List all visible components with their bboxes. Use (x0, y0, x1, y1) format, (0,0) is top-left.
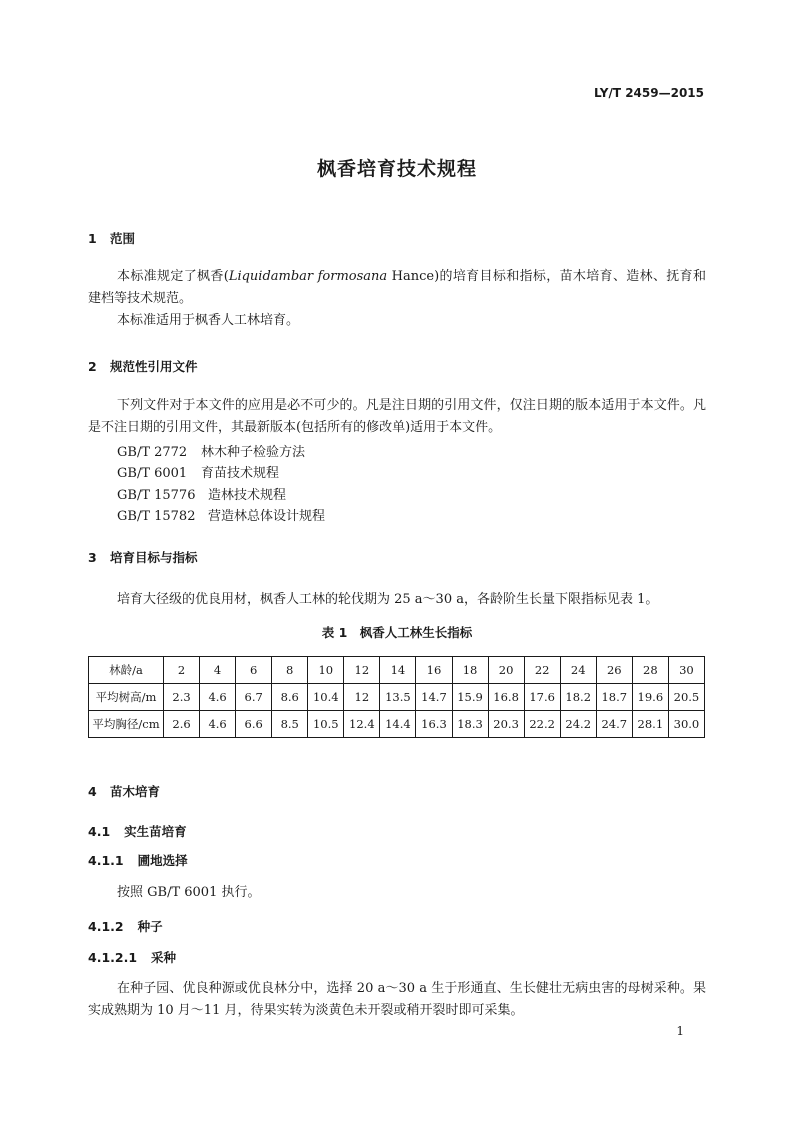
table-cell: 4.6 (200, 711, 236, 738)
section-4-heading (88, 782, 160, 800)
section-title: 范围 (110, 231, 136, 246)
growth-index-table (88, 656, 705, 738)
row-header: 平均树高/m (89, 684, 164, 711)
table-cell: 30.0 (668, 711, 704, 738)
table-cell: 14.7 (416, 684, 452, 711)
section-number: 3 (88, 550, 97, 565)
subsection-4-1-2-1-heading (88, 948, 176, 966)
section-number: 2 (88, 359, 97, 374)
subsection-4-1-2-heading (88, 917, 163, 935)
table-cell: 18.7 (596, 684, 632, 711)
reference-code: GB/T 15776 (117, 488, 196, 503)
table-cell: 20 (488, 657, 524, 684)
table-cell: 28.1 (632, 711, 668, 738)
table-row (89, 711, 705, 738)
row-header: 平均胸径/cm (89, 711, 164, 738)
table-cell: 10.5 (308, 711, 344, 738)
section-title: 规范性引用文件 (110, 359, 198, 374)
reference-item (117, 441, 305, 460)
section-title: 圃地选择 (137, 853, 188, 868)
reference-code: GB/T 2772 (117, 445, 188, 460)
table-cell: 12.4 (344, 711, 380, 738)
table-cell: 6 (236, 657, 272, 684)
table-cell: 2.3 (164, 684, 200, 711)
table-row (89, 684, 705, 711)
section-number: 4 (88, 784, 97, 799)
subsection-4-1-1-heading (88, 851, 188, 869)
table-cell: 8 (272, 657, 308, 684)
page-number: 1 (676, 1024, 684, 1038)
table-cell: 10 (308, 657, 344, 684)
table-cell: 4 (200, 657, 236, 684)
table-cell: 15.9 (452, 684, 488, 711)
table-caption: 表 1 枫香人工林生长指标 (321, 625, 473, 640)
reference-item (117, 462, 279, 481)
table-cell: 24.2 (560, 711, 596, 738)
section-number: 4.1.1 (88, 853, 124, 868)
section-3-paragraph-1: 培育大径级的优良用材，枫香人工林的轮伐期为 25 a～30 a，各龄阶生长量下限指标见表 1。 (117, 592, 659, 607)
table-cell: 18.2 (560, 684, 596, 711)
section-1-heading (88, 229, 135, 247)
table-cell: 6.7 (236, 684, 272, 711)
table-cell: 28 (632, 657, 668, 684)
table-cell: 22.2 (524, 711, 560, 738)
reference-item (117, 505, 325, 524)
subsection-4-1-2-1-paragraph: 在种子园、优良种源或优良林分中，选择 20 a～30 a 生于形通直、生长健壮无病虫害的母树采种。果实成熟期为 10 月～11 月，待果实转为淡黄色未开裂或稍开裂时即可采集。 (88, 981, 706, 1018)
table-cell: 17.6 (524, 684, 560, 711)
table-cell: 26 (596, 657, 632, 684)
section-number: 4.1 (88, 824, 111, 839)
text: Hance)的培育目标和指标，苗木培育、造林、抚育和建档等技术规范。 (88, 269, 706, 306)
document-title: 枫香培育技术规程 (316, 158, 477, 180)
table-cell: 8.6 (272, 684, 308, 711)
reference-code: GB/T 15782 (117, 509, 196, 524)
section-2-heading (88, 357, 198, 375)
table-cell: 14.4 (380, 711, 416, 738)
reference-code: GB/T 6001 (117, 466, 188, 481)
table-cell: 16.3 (416, 711, 452, 738)
section-title: 实生苗培育 (124, 824, 187, 839)
table-cell: 24.7 (596, 711, 632, 738)
subsection-4-1-1-paragraph: 按照 GB/T 6001 执行。 (117, 885, 261, 900)
section-1-paragraph-2: 本标准适用于枫香人工林培育。 (117, 313, 300, 328)
latin-name: Liquidambar formosana (228, 269, 388, 284)
section-number: 4.1.2 (88, 919, 124, 934)
standard-number: LY/T 2459—2015 (593, 86, 704, 100)
table-cell: 6.6 (236, 711, 272, 738)
table-cell: 22 (524, 657, 560, 684)
section-title: 培育目标与指标 (110, 550, 198, 565)
section-title: 苗木培育 (110, 784, 161, 799)
table-cell: 30 (668, 657, 704, 684)
subsection-4-1-heading (88, 822, 187, 840)
reference-name: 营造林总体设计规程 (208, 509, 326, 524)
table-cell: 19.6 (632, 684, 668, 711)
reference-item (117, 484, 286, 503)
section-3-heading (88, 548, 198, 566)
table-cell: 4.6 (200, 684, 236, 711)
table-cell: 12 (344, 684, 380, 711)
table-cell: 16 (416, 657, 452, 684)
table-cell: 20.5 (668, 684, 704, 711)
table-cell: 16.8 (488, 684, 524, 711)
section-number: 4.1.2.1 (88, 950, 138, 965)
reference-name: 育苗技术规程 (201, 466, 280, 481)
table-cell: 24 (560, 657, 596, 684)
table-cell: 18.3 (452, 711, 488, 738)
table-cell: 14 (380, 657, 416, 684)
table-cell: 13.5 (380, 684, 416, 711)
table-cell: 2.6 (164, 711, 200, 738)
section-1-paragraph-1 (88, 266, 706, 310)
reference-name: 林木种子检验方法 (201, 445, 306, 460)
table-row (89, 657, 705, 684)
table-cell: 20.3 (488, 711, 524, 738)
table-cell: 8.5 (272, 711, 308, 738)
text: 本标准规定了枫香( (117, 269, 229, 284)
table-cell: 12 (344, 657, 380, 684)
section-title: 种子 (137, 919, 163, 934)
table-cell: 18 (452, 657, 488, 684)
table-cell: 2 (164, 657, 200, 684)
section-title: 采种 (151, 950, 177, 965)
section-number: 1 (88, 231, 97, 246)
table-cell: 10.4 (308, 684, 344, 711)
row-header: 林龄/a (89, 657, 164, 684)
section-2-paragraph-1: 下列文件对于本文件的应用是必不可少的。凡是注日期的引用文件，仅注日期的版本适用于本文件。凡是不注日期的引用文件，其最新版本(包括所有的修改单)适用于本文件。 (88, 398, 706, 435)
reference-name: 造林技术规程 (208, 488, 287, 503)
